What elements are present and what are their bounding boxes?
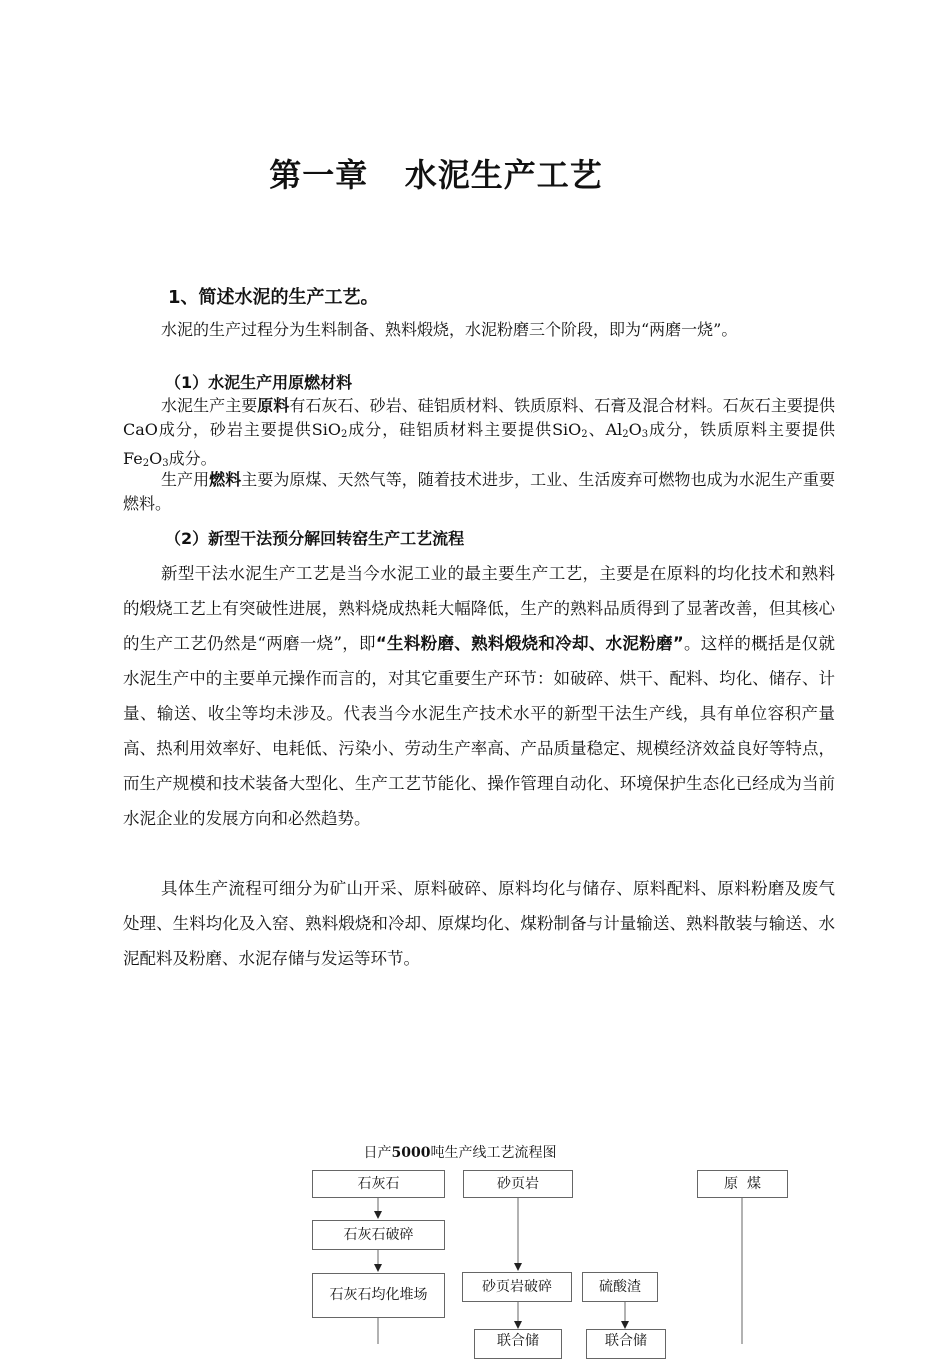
box-shale-crushing: 砂页岩破碎 xyxy=(462,1272,572,1302)
flowchart-title: 日产5000吨生产线工艺流程图 xyxy=(363,1145,557,1161)
box-joint-storage-2: 联合储 xyxy=(586,1329,666,1359)
box-limestone: 石灰石 xyxy=(312,1170,445,1198)
box-sulfuric-slag: 硫酸渣 xyxy=(582,1272,658,1302)
process-paragraph: 新型干法水泥生产工艺是当今水泥工业的最主要生产工艺，主要是在原料的均化技术和熟料的煅烧工艺上有突破性进展，熟料烧成热耗大幅降低，生产的熟料品质得到了显著改善，但其核心的生产工艺仍然是“两磨一烧”，即“生料粉磨、熟料煅烧和冷却、水泥粉磨”。这样的概括是仅就水泥生产中的主要单元操作而言的，对其它重要生产环节：如破碎、烘干、配料、均化、储存、计量、输送、收尘等均未涉及。代表当今水泥生产技术水平的新型干法生产线，具有单位容积产量高、热利用效率好、电耗低、污染小、劳动生产率高、产品质量稳定、规模经济效益良好等特点，而生产规模和技术装备大型化、生产工艺节能化、操作管理自动化、环境保护生态化已经成为当前水泥企业的发展方向和必然趋势。 xyxy=(123,564,835,828)
box-joint-storage-1: 联合储 xyxy=(474,1329,562,1359)
box-raw-coal: 原 煤 xyxy=(697,1170,788,1198)
section2-heading: （2）新型干法预分解回转窑生产工艺流程 xyxy=(165,529,465,548)
chapter-title: 第一章 水泥生产工艺 xyxy=(269,156,603,194)
intro-paragraph: 水泥的生产过程分为生料制备、熟料煅烧，水泥粉磨三个阶段，即为“两磨一烧”。 xyxy=(161,320,738,339)
fuel-paragraph: 生产用燃料主要为原煤、天然气等，随着技术进步，工业、生活废弃可燃物也成为水泥生产重要燃料。 xyxy=(123,470,835,513)
question-heading: 1、简述水泥的生产工艺。 xyxy=(168,287,379,308)
section1-heading: （1）水泥生产用原燃材料 xyxy=(165,373,353,392)
box-limestone-crushing: 石灰石破碎 xyxy=(312,1220,445,1250)
box-limestone-stockpile: 石灰石均化堆场 xyxy=(312,1273,445,1318)
detailed-flow-paragraph: 具体生产流程可细分为矿山开采、原料破碎、原料均化与储存、原料配料、原料粉磨及废气处理、生料均化及入窑、熟料煅烧和冷却、原煤均化、煤粉制备与计量输送、熟料散装与输送、水泥配料及粉磨、水泥存储与发运等环节。 xyxy=(123,879,835,968)
box-shale: 砂页岩 xyxy=(463,1170,573,1198)
raw-materials-paragraph: 水泥生产主要原料有石灰石、砂岩、硅铝质材料、铁质原料、石膏及混合材料。石灰石主要提供CaO成分，砂岩主要提供SiO$_2$成分，硅铝质材料主要提供SiO$_2$、$Al_2O_3$成分，铁质原料主要提供$Fe_2O_3$成分。 xyxy=(123,396,835,469)
